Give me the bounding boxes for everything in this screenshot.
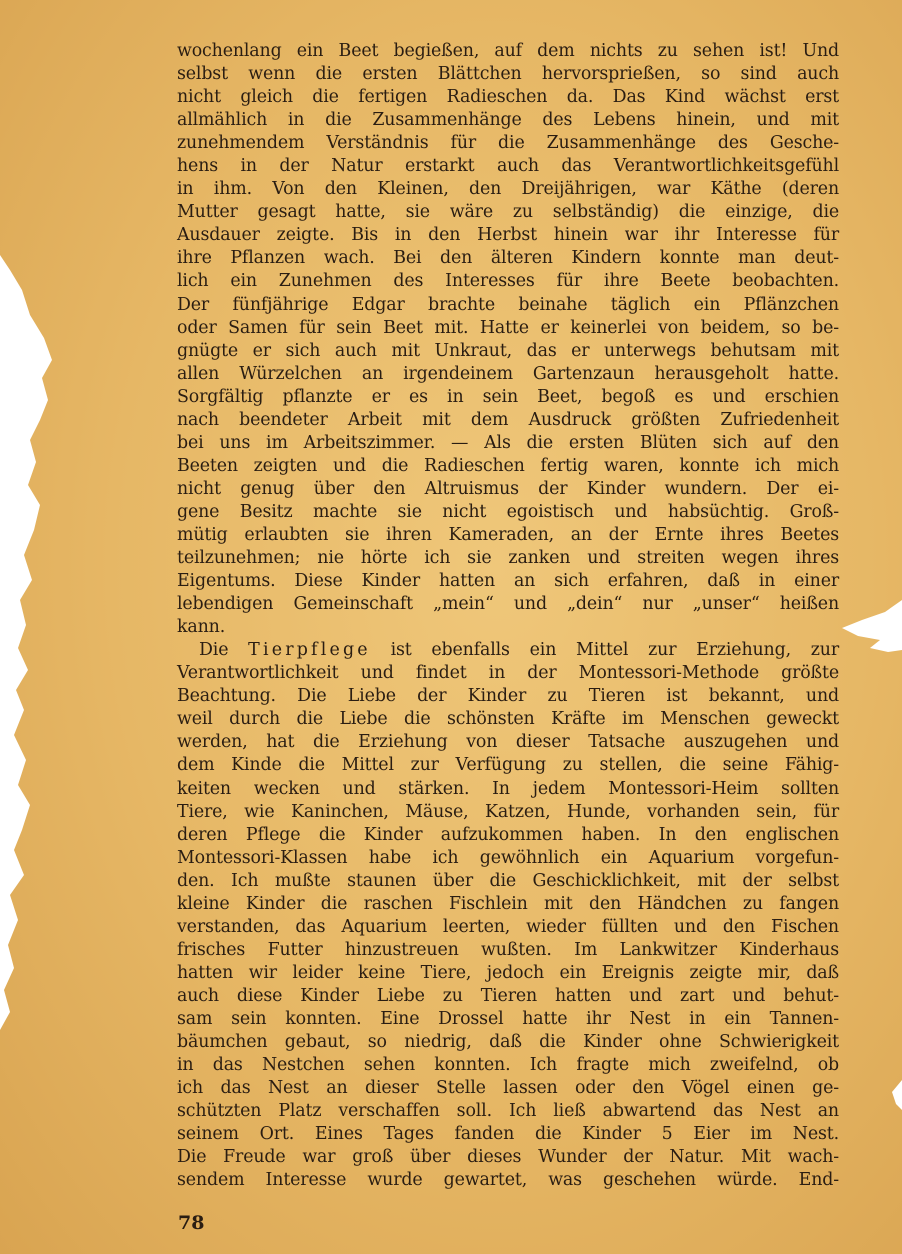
torn-right-notch-small bbox=[892, 1080, 902, 1110]
torn-left-edge bbox=[0, 255, 52, 1030]
text-fragment: Die bbox=[199, 640, 249, 661]
text-line: nicht gleich die fertigen Radieschen da. Das Kind wächst erst bbox=[177, 87, 839, 108]
text-line: Eigentums. Diese Kinder hatten an sich erfahren, daß in einer bbox=[177, 571, 839, 592]
text-line: ihre Pflanzen wach. Bei den älteren Kindern konnte man deut- bbox=[177, 248, 839, 269]
text-line: Die Freude war groß über dieses Wunder der Natur. Mit wach- bbox=[177, 1147, 839, 1168]
text-line: lebendigen Gemeinschaft „mein“ und „dein“ nur „unser“ heißen bbox=[177, 594, 839, 615]
text-line: sam sein konnten. Eine Drossel hatte ihr Nest in ein Tannen- bbox=[177, 1008, 839, 1029]
text-line: wochenlang ein Beet begießen, auf dem nichts zu sehen ist! Und bbox=[177, 41, 839, 61]
text-line: sendem Interesse wurde gewartet, was geschehen würde. End- bbox=[177, 1170, 839, 1191]
text-line: dem Kinde die Mittel zur Verfügung zu stellen, die seine Fähig- bbox=[177, 755, 839, 776]
text-line: gnügte er sich auch mit Unkraut, das er unterwegs behutsam mit bbox=[177, 340, 839, 361]
text-line: Der fünfjährige Edgar brachte beinahe täglich ein Pflänzchen bbox=[177, 294, 839, 315]
text-line: lich ein Zunehmen des Interesses für ihre Beete beobachten. bbox=[177, 271, 839, 292]
text-line: allen Würzelchen an irgendeinem Gartenzaun herausgeholt hatte. bbox=[177, 363, 839, 384]
emphasized-term: Tierpflege bbox=[248, 640, 371, 661]
text-line: ich das Nest an dieser Stelle lassen oder den Vögel einen ge- bbox=[177, 1078, 839, 1099]
text-line: nach beendeter Arbeit mit dem Ausdruck größten Zufriedenheit bbox=[177, 409, 839, 430]
text-line: hens in der Natur erstarkt auch das Verantwortlichkeitsgefühl bbox=[177, 156, 839, 177]
text-line: selbst wenn die ersten Blättchen hervorsprießen, so sind auch bbox=[177, 64, 839, 85]
text-line: oder Samen für sein Beet mit. Hatte er keinerlei von beidem, so be- bbox=[177, 317, 839, 338]
text-line: Beachtung. Die Liebe der Kinder zu Tieren ist bekannt, und bbox=[177, 686, 839, 707]
text-line: Tiere, wie Kaninchen, Mäuse, Katzen, Hunde, vorhanden sein, für bbox=[177, 801, 839, 822]
text-line: werden, hat die Erziehung von dieser Tatsache auszugehen und bbox=[177, 732, 839, 753]
text-line: verstanden, das Aquarium leerten, wieder füllten und den Fischen bbox=[177, 916, 839, 937]
page-number: 78 bbox=[178, 1212, 205, 1234]
text-line: bäumchen gebaut, so niedrig, daß die Kinder ohne Schwierigkeit bbox=[177, 1032, 839, 1053]
text-line: in ihm. Von den Kleinen, den Dreijährigen, war Käthe (deren bbox=[177, 179, 839, 200]
text-line: teilzunehmen; nie hörte ich sie zanken und streiten wegen ihres bbox=[177, 548, 839, 569]
text-line: zunehmendem Verständnis für die Zusammenhänge des Gesche- bbox=[177, 133, 839, 154]
text-line: frisches Futter hinzustreuen wußten. Im Lankwitzer Kinderhaus bbox=[177, 939, 839, 960]
text-line: allmählich in die Zusammenhänge des Lebens hinein, und mit bbox=[177, 110, 839, 131]
text-line: keiten wecken und stärken. In jedem Montessori-Heim sollten bbox=[177, 778, 839, 799]
text-line: Montessori-Klassen habe ich gewöhnlich ein Aquarium vorgefun- bbox=[177, 847, 839, 868]
text-line: Ausdauer zeigte. Bis in den Herbst hinein war ihr Interesse für bbox=[177, 225, 839, 246]
text-fragment: ist ebenfalls ein Mittel zur Erziehung, zur bbox=[370, 640, 839, 661]
text-line: gene Besitz machte sie nicht egoistisch und habsüchtig. Groß- bbox=[177, 501, 839, 522]
text-line: auch diese Kinder Liebe zu Tieren hatten und zart und behut- bbox=[177, 985, 839, 1006]
text-line: mütig erlaubten sie ihren Kameraden, an der Ernte ihres Beetes bbox=[177, 524, 839, 545]
body-text bbox=[177, 40, 839, 1192]
text-line: kann. bbox=[177, 617, 226, 638]
text-line: den. Ich mußte staunen über die Geschicklichkeit, mit der selbst bbox=[177, 870, 839, 891]
text-line: kleine Kinder die raschen Fischlein mit den Händchen zu fangen bbox=[177, 893, 839, 914]
torn-right-notch bbox=[842, 600, 902, 652]
text-line: Sorgfältig pflanzte er es in sein Beet, begoß es und erschien bbox=[177, 386, 839, 407]
text-line: nicht genug über den Altruismus der Kinder wundern. Der ei- bbox=[177, 478, 839, 499]
text-line: Mutter gesagt hatte, sie wäre zu selbständig) die einzige, die bbox=[177, 202, 839, 223]
text-line: in das Nestchen sehen konnten. Ich fragte mich zweifelnd, ob bbox=[177, 1055, 839, 1076]
text-line: Beeten zeigten und die Radieschen fertig waren, konnte ich mich bbox=[177, 455, 839, 476]
text-line: schützten Platz verschaffen soll. Ich ließ abwartend das Nest an bbox=[177, 1101, 839, 1122]
text-line: deren Pflege die Kinder aufzukommen haben. In den englischen bbox=[177, 824, 839, 845]
text-line: Verantwortlichkeit und findet in der Montessori-Methode größte bbox=[177, 663, 839, 684]
paragraph-first-line bbox=[177, 639, 839, 662]
text-line: seinem Ort. Eines Tages fanden die Kinder 5 Eier im Nest. bbox=[177, 1124, 839, 1145]
text-line: bei uns im Arbeitszimmer. — Als die ersten Blüten sich auf den bbox=[177, 432, 839, 453]
text-line: hatten wir leider keine Tiere, jedoch ein Ereignis zeigte mir, daß bbox=[177, 962, 839, 983]
text-line: weil durch die Liebe die schönsten Kräfte im Menschen geweckt bbox=[177, 709, 839, 730]
